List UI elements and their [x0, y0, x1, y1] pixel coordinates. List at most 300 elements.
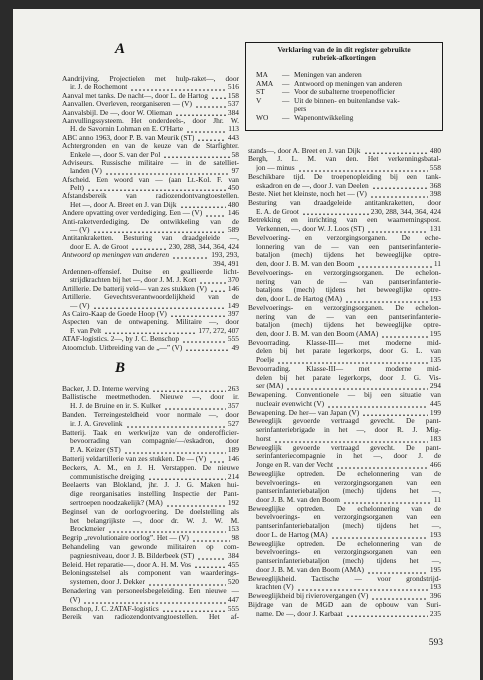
leader-dots	[124, 446, 226, 455]
index-entry	[62, 561, 239, 570]
legend-abbr: WO	[256, 112, 269, 122]
section-b-entries	[62, 385, 239, 623]
page-reference: 394, 491	[213, 258, 239, 268]
index-entry	[248, 409, 441, 418]
index-entry	[248, 470, 441, 505]
entry-line	[248, 295, 441, 304]
leader-dots	[345, 295, 428, 304]
entry-text: Beloningsstelsel als component van waarderings-	[62, 569, 239, 578]
page-reference: 443	[227, 132, 239, 142]
page-reference: 447	[227, 594, 239, 604]
entry-line	[62, 411, 239, 420]
entry-text: horst	[256, 434, 271, 443]
entry-line	[248, 304, 441, 313]
index-entry	[248, 339, 441, 365]
index-entry	[62, 75, 239, 92]
entry-line	[62, 473, 239, 482]
leader-dots	[194, 561, 226, 570]
index-entry	[62, 344, 239, 352]
leader-dots	[302, 208, 369, 217]
entry-text: bataljon (mech) tijdens het beweeglijke optre-	[256, 251, 441, 260]
leader-dots	[130, 83, 226, 91]
leader-dots	[197, 134, 225, 142]
entry-text: systemen, door J. Dekker	[70, 578, 145, 587]
entry-line	[62, 184, 239, 192]
leader-dots	[274, 435, 428, 444]
leader-dots	[93, 226, 226, 234]
entry-text: — (V)	[70, 226, 90, 235]
entry-text: Beweeglijke optreden. De echelonnering van de	[248, 539, 441, 548]
page-reference: 368	[429, 180, 441, 190]
leader-dots	[346, 610, 428, 619]
entry-line	[248, 374, 441, 383]
entry-line	[248, 365, 441, 374]
entry-line	[62, 517, 239, 526]
leader-dots	[210, 285, 226, 293]
entry-text: ABC anno 1963, door P. B. van Meurik (ST)	[62, 133, 195, 142]
page-reference: 135	[429, 355, 441, 365]
entry-line	[62, 508, 239, 517]
entry-text: delen bij het parate legerkorps, door G. L. van	[256, 347, 441, 356]
index-entry	[62, 569, 239, 587]
entry-text: ir. J. A. Grevelink	[70, 419, 123, 428]
entry-text: Bevoorrading. Klasse-III— met moderne mid-	[248, 364, 441, 373]
entry-text: H. J. de Bruine en ir. S. Kulker	[70, 402, 162, 411]
entry-text: lonnering van de — van een pantserinfanterie-	[256, 242, 441, 251]
page-reference: 146	[227, 283, 239, 293]
entry-line	[248, 164, 441, 173]
entry-line	[248, 382, 441, 391]
page-reference: 193	[429, 582, 441, 592]
entry-text: bevelvoerings- en verzorgingsorganen van een	[256, 478, 441, 487]
entry-text: F. van Pelt	[70, 326, 102, 335]
entry-line	[62, 543, 239, 552]
entry-text: Beweeglijke optreden. De echelonnering van de	[248, 469, 441, 478]
index-entry	[62, 192, 239, 209]
index-entry	[62, 393, 239, 411]
entry-text: Aanvalsbijl. De —, door W. Olieman	[62, 108, 173, 117]
entry-line	[62, 464, 239, 473]
entry-text: Aandrijving. Projectielen met hulp-raket—, door	[62, 75, 239, 83]
page-reference: 555	[227, 334, 239, 344]
entry-line	[62, 192, 239, 200]
page-reference: 397	[227, 308, 239, 318]
entry-text: Poelje	[256, 356, 275, 365]
page-reference: 11	[433, 494, 441, 504]
entry-line	[62, 393, 239, 402]
leader-dots	[381, 330, 428, 339]
right-column-entries	[248, 147, 441, 619]
entry-text: door E. A. de Groot	[70, 242, 129, 251]
index-entry	[62, 543, 239, 561]
leader-dots	[93, 302, 226, 310]
index-entry	[62, 310, 239, 318]
section-heading-b: B	[114, 360, 125, 376]
entry-line	[248, 487, 441, 496]
entry-text: Bijdrage van de MGD aan de opbouw van Suri-	[248, 600, 441, 609]
entry-text: Achtergronden en van de keuze van de Starfighter.	[62, 142, 239, 151]
leader-dots	[162, 605, 226, 614]
page-reference: 396	[429, 591, 441, 601]
entry-line	[62, 151, 239, 159]
index-entry	[62, 605, 239, 614]
entry-line	[62, 201, 239, 209]
entry-text: Afstandsbereik van radiozendontvangtoestellen.	[62, 192, 239, 201]
entry-line	[248, 330, 441, 339]
entry-text: Artillerie. Gevechtsverantwoordelijkheid van de	[62, 293, 239, 302]
entry-text: Beweeglijkheid. Tactische — voor grondstrijd-	[248, 574, 441, 583]
index-entry	[248, 199, 441, 216]
entry-line	[248, 251, 441, 260]
page-reference: 199	[429, 407, 441, 417]
entry-text: Benadering van personeelsbegeleiding. Een nieuwe —	[62, 586, 239, 595]
leader-dots	[83, 596, 226, 605]
entry-text: ATAF-logistics. 2—, by J. C. Benschop	[62, 335, 180, 344]
entry-text: Beweeglijk gevoerde vertraagd gevecht. De pant-	[248, 417, 441, 426]
entry-text: Enkele —, door S. van der Pol	[70, 150, 161, 159]
index-entry	[62, 251, 239, 268]
legend-dash: —	[282, 95, 290, 105]
entry-text: bevoorrading van compagnie/—/eskadron, door	[70, 437, 239, 446]
leader-dots	[336, 461, 428, 470]
entry-line	[62, 327, 239, 335]
index-entry	[248, 155, 441, 172]
entry-line	[248, 496, 441, 505]
entry-text: bataljon (mech) tijdens het beweeglijke optre-	[256, 321, 441, 330]
entry-text: (V)	[70, 595, 81, 604]
entry-text: jon — minus	[256, 164, 295, 173]
entry-text: Beelaerts van Blokland, jhr. J. J. G. Maken hui-	[62, 481, 239, 490]
entry-line	[62, 613, 239, 622]
entry-line	[62, 552, 239, 561]
entry-line	[62, 134, 239, 142]
entry-line	[62, 420, 239, 429]
entry-text: Begrip „revolutionaire oorlog”. Het — (V)	[62, 534, 189, 543]
page-reference: 235	[429, 608, 441, 618]
entry-text: Behandeling van gewonde militairen op com-	[62, 542, 239, 551]
page-reference: 146	[227, 208, 239, 218]
entry-text: bevelvoerings- en verzorgingsorganen van een	[256, 513, 441, 522]
entry-line	[248, 173, 441, 182]
entry-text: Het —, door A. Breet en J. van Dijk	[70, 200, 177, 209]
leader-dots	[371, 592, 428, 601]
leader-dots	[298, 164, 428, 173]
entry-text: Bevelvoerings- en verzorgingsorganen. De echelon-	[248, 268, 441, 277]
entry-line	[62, 100, 239, 108]
leader-dots	[297, 583, 428, 592]
entry-line	[62, 117, 239, 125]
page-reference: 149	[227, 300, 239, 310]
entry-text: communistische dreiging	[70, 472, 145, 481]
entry-text: bevelvoerings- en verzorgingsorganen van een	[256, 548, 441, 557]
page-reference: 263	[227, 383, 239, 393]
entry-line	[248, 592, 441, 601]
entry-line	[248, 601, 441, 610]
leader-dots	[170, 310, 226, 318]
entry-text: Bevelvoerings- en verzorgingsorganen. De echelon-	[248, 303, 441, 312]
index-entry	[62, 176, 239, 193]
page-reference: 466	[429, 460, 441, 470]
index-entry	[62, 587, 239, 605]
entry-line	[62, 429, 239, 438]
entry-text: pantserinfanteriebataljon (mech) tijdens het —,	[256, 487, 441, 496]
entry-text: Afscheid. Een woord van — (aan Lt.-Kol. F. van	[62, 175, 239, 184]
page-reference: 153	[227, 524, 239, 534]
page-reference: 357	[227, 401, 239, 411]
index-entry	[62, 613, 239, 622]
entry-text: Beweeglijk gevoerde vertraagd gevecht. De pant-	[248, 443, 441, 452]
index-entry	[248, 505, 441, 540]
legend-text: Uit de binnen- en buitenlandse vak-	[294, 95, 400, 105]
index-entry	[62, 268, 239, 285]
entry-line	[62, 83, 239, 91]
leader-dots	[367, 225, 428, 234]
page-reference: 294	[429, 381, 441, 391]
leader-dots	[372, 182, 428, 191]
page-reference: 455	[227, 559, 239, 569]
entry-text: Beginsel van de oorlogvoering. De doelstelling als	[62, 507, 239, 516]
entry-text: door L. de Hartog (MA)	[256, 530, 328, 539]
index-entry	[62, 285, 239, 293]
legend-text: Wapenontwikkeling	[294, 112, 354, 122]
entry-text: Beste. Niet het kleinste, noch het — (V)	[248, 190, 367, 199]
section-a-entries	[62, 75, 239, 352]
entry-line	[62, 226, 239, 234]
entry-text: Batterij veldartillerie van zes stukken. De — (V)	[62, 454, 207, 463]
index-entry	[62, 134, 239, 142]
entry-line	[62, 335, 239, 343]
leader-dots	[357, 260, 432, 269]
leader-dots	[331, 531, 428, 540]
index-entry	[62, 293, 239, 310]
legend-dash: —	[282, 112, 290, 122]
index-entry	[248, 592, 441, 601]
page-reference: 558	[429, 163, 441, 173]
entry-line	[62, 569, 239, 578]
legend-text: Antwoord op meningen van anderen	[294, 78, 402, 88]
entry-line	[248, 479, 441, 488]
page-reference: 11	[433, 259, 441, 269]
entry-line	[248, 356, 441, 365]
entry-line	[248, 321, 441, 330]
page-reference: 520	[227, 577, 239, 587]
entry-line	[248, 513, 441, 522]
leader-dots	[70, 260, 213, 268]
entry-line	[248, 417, 441, 426]
entry-line	[62, 534, 239, 543]
leader-dots	[197, 552, 226, 561]
page-reference: 131	[429, 224, 441, 234]
entry-line	[248, 610, 441, 619]
page-reference: 445	[429, 398, 441, 408]
legend-abbr: ST	[256, 87, 265, 96]
index-entry	[62, 335, 239, 343]
legend-title-line: Verklaring van de in dit register gebruikte	[277, 45, 411, 54]
entry-line	[248, 155, 441, 164]
page-reference: 192	[227, 497, 239, 507]
legend-title-line: rubriek-afkortingen	[312, 53, 376, 63]
entry-line	[248, 234, 441, 243]
entry-line	[62, 285, 239, 293]
index-entry	[62, 209, 239, 217]
entry-text: Backer, J. D. Interne werving	[62, 384, 149, 393]
entry-text: Aanvullingssysteem. Het onderdeels-, door Jhr. W.	[62, 116, 239, 125]
entry-text: Atoomclub. Uitbreiding van de „—” (V)	[62, 343, 183, 352]
index-entry	[62, 508, 239, 534]
entry-line	[248, 435, 441, 444]
page-reference: 450	[227, 183, 239, 193]
entry-line	[62, 561, 239, 570]
page-reference: 384	[227, 107, 239, 117]
leader-dots	[209, 455, 226, 464]
leader-dots	[211, 92, 226, 100]
index-entry	[248, 147, 441, 156]
page-reference: 516	[227, 82, 239, 92]
leader-dots	[164, 402, 226, 411]
page-reference: 555	[227, 603, 239, 613]
legend-text: pers	[294, 104, 307, 113]
entry-text: E. A. de Groot	[256, 207, 299, 216]
entry-line	[248, 400, 441, 409]
entry-text: eskadron en de —, door J. van Deelen	[256, 181, 369, 190]
entry-line	[62, 587, 239, 596]
entry-line	[248, 548, 441, 557]
leader-dots	[104, 327, 196, 335]
page-reference: 480	[429, 145, 441, 155]
leader-dots	[148, 473, 226, 482]
index-entry	[62, 234, 239, 251]
entry-line	[62, 218, 239, 226]
entry-text: Aanvallen. Overleven, reorganiseren — (V)	[62, 100, 192, 109]
page-reference: 49	[231, 342, 239, 352]
page-reference: 193	[429, 529, 441, 539]
index-entry	[62, 481, 239, 507]
index-entry	[248, 173, 441, 190]
entry-text: Aspecten van de ontwapening. Militaire —, door	[62, 318, 239, 327]
legend-item-wo	[256, 114, 436, 123]
entry-line	[248, 575, 441, 584]
entry-text: Andere opvatting over verdediging. Een — (V)	[62, 209, 203, 218]
index-entry	[62, 109, 239, 117]
entry-text: door J. B. M. van den Boom (AMA)	[256, 565, 364, 574]
page-reference: 177, 272, 407	[198, 325, 239, 335]
entry-text: Beweeglijkheid bij rivierovergangen (V)	[248, 592, 369, 601]
index-entry	[248, 417, 441, 443]
entry-line	[62, 490, 239, 499]
entry-text: Antitankraketten. Besturing van draadgeleide —,	[62, 234, 239, 243]
legend-items	[256, 71, 436, 122]
entry-line	[248, 557, 441, 566]
leader-dots	[175, 109, 226, 117]
page-reference: 183	[429, 433, 441, 443]
entry-text: As Cairo-Kaap de Goede Hoop (V)	[62, 309, 167, 318]
page-reference: 384	[227, 550, 239, 560]
entry-text: den, door J. B. M. van den Boom	[256, 260, 355, 269]
entry-text: Betrekking en inrichting van een waarnemingspost.	[248, 216, 441, 225]
entry-text: Beckers, A. M., en J. H. Verstappen. De nieuwe	[62, 463, 239, 472]
legend-dash: —	[282, 87, 290, 96]
legend-abbr: AMA	[256, 78, 274, 88]
entry-line	[62, 385, 239, 394]
entry-line	[62, 525, 239, 534]
entry-text: Artillerie. De batterij veld— van zes stukken (V)	[62, 284, 207, 293]
page-reference: 398	[429, 189, 441, 199]
entry-line	[62, 109, 239, 117]
entry-text: Benschop, J. C. 2ATAF-logistics	[62, 604, 159, 613]
page-reference: 195	[429, 564, 441, 574]
entry-line	[248, 522, 441, 531]
entry-text: den, door J. B. M. van den Boom (AMA)	[256, 330, 379, 339]
entry-line	[248, 531, 441, 540]
entry-line	[248, 208, 441, 217]
leader-dots	[148, 578, 226, 587]
entry-text: Ballistische meetmethoden. Nieuwe —, door ir.	[62, 393, 239, 402]
leader-dots	[87, 184, 226, 192]
entry-line	[248, 444, 441, 453]
legend-text: Voor de subalterne troepenofficier	[294, 87, 395, 96]
index-entry	[62, 385, 239, 394]
entry-line	[62, 344, 239, 352]
entry-line	[248, 243, 441, 252]
leader-dots	[286, 382, 428, 391]
index-entry	[62, 318, 239, 335]
entry-text: Batterij. Taak en werkwijze van de onderofficier-	[62, 428, 239, 437]
leader-dots	[205, 209, 226, 217]
index-entry	[248, 234, 441, 269]
entry-line	[62, 268, 239, 276]
page-reference: 97	[231, 166, 239, 176]
index-entry	[62, 464, 239, 482]
entry-text: door J. B. M. van den Boom	[256, 495, 340, 504]
entry-text: Bewapening. De her— van Japan (V)	[248, 408, 360, 417]
index-entry	[62, 429, 239, 455]
entry-text: pantserinfanteriebataljon (mech) tijdens het —,	[256, 522, 441, 531]
leader-dots	[370, 190, 428, 199]
index-entry	[62, 411, 239, 429]
entry-text: Bereik van radiozendontvangtoestellen. Het af-	[62, 613, 239, 622]
page-reference: 58	[231, 149, 239, 159]
entry-line	[248, 286, 441, 295]
entry-line	[62, 209, 239, 217]
leader-dots	[364, 147, 428, 156]
entry-text: Bevelvoering- en verzorgingsorganen. De eche-	[248, 233, 441, 242]
entry-text: Brockmeier	[70, 525, 105, 534]
entry-line	[248, 409, 441, 418]
page-reference: 480	[227, 199, 239, 209]
entry-line	[62, 481, 239, 490]
leader-dots	[163, 151, 229, 159]
entry-line	[62, 596, 239, 605]
entry-text: Adviseurs. Russische militaire — in de satelliet-	[62, 158, 239, 167]
page-number: 593	[428, 638, 443, 648]
entry-text: dige reorganisaties instelling Inspectie der Pant-	[70, 490, 239, 499]
entry-line	[248, 313, 441, 322]
entry-text: het belangrijkste —, door dr. W. J. W. M.	[70, 516, 239, 525]
entry-text: nering van de — van een pantserinfanterie-	[256, 312, 441, 321]
index-entry	[248, 391, 441, 408]
entry-text: H. de Savornin Lohman en E. O'Harte	[70, 125, 183, 134]
entry-text: ser (MA)	[256, 382, 284, 391]
page-reference: 214	[227, 471, 239, 481]
entry-text: landen (V)	[70, 167, 102, 176]
entry-text: Verkennen, —, door W. J. Loos (ST)	[256, 225, 365, 234]
page-reference: 527	[227, 418, 239, 428]
entry-text: serinfanteriecompagnie in het —, door J. de	[256, 452, 441, 461]
entry-text: Anti-raketverdediging. De ontwikkeling van de	[62, 217, 239, 226]
entry-line	[62, 260, 239, 268]
entry-line	[62, 167, 239, 175]
leader-dots	[327, 400, 428, 409]
